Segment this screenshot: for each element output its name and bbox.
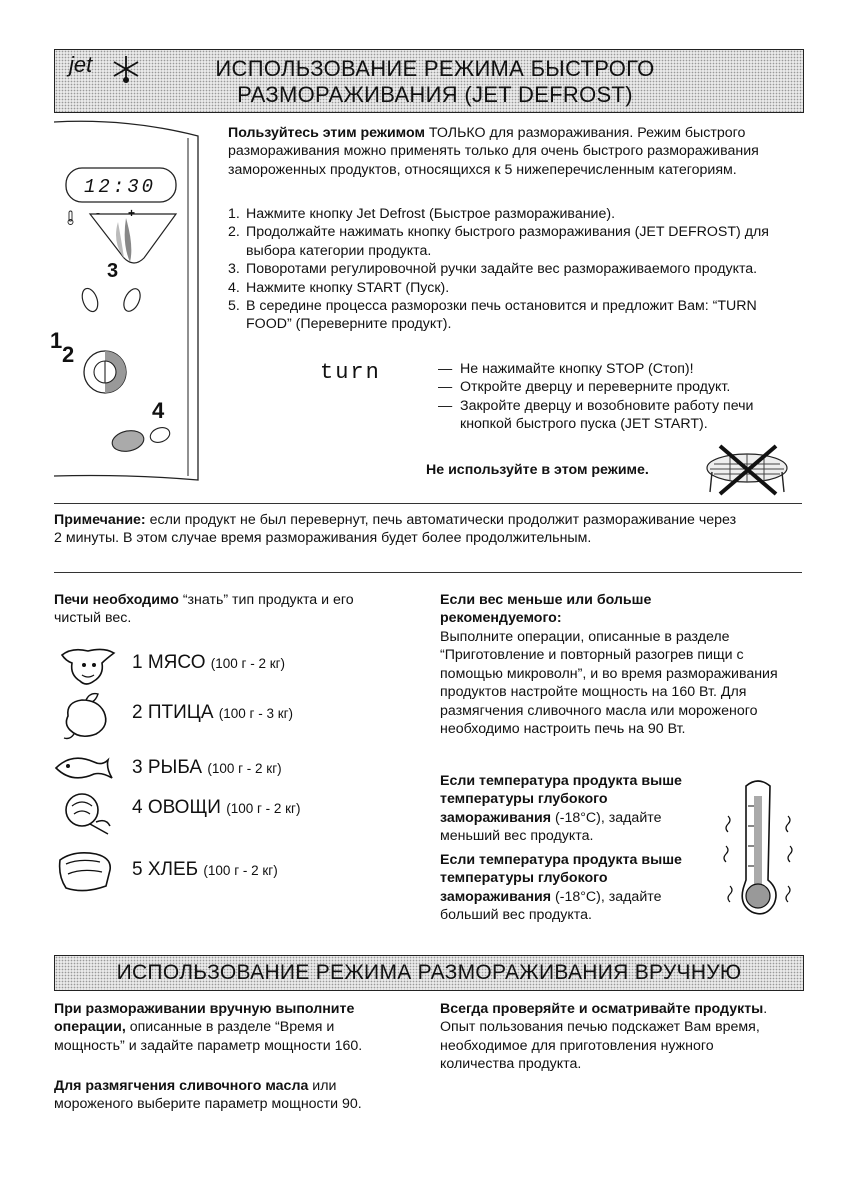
vegetables-icon	[56, 788, 116, 838]
divider-2	[54, 572, 802, 573]
control-panel-illustration	[48, 118, 213, 488]
section2-banner	[54, 955, 804, 991]
panel-label-4: 4	[152, 398, 165, 423]
intro-paragraph: Пользуйтесь этим режимом ТОЛЬКО для размораживания. Режим быстрого размораживания можно применять только для очень быстрого размораживания замороженных продуктов, относящихся к 5 нижеперечисленным категориям.	[228, 125, 759, 178]
no-rack-icon	[700, 442, 795, 498]
thermometer-small-icon	[66, 210, 76, 226]
weight-heading: Если вес меньше или больше рекомендуемого:	[440, 592, 652, 627]
step-item: 4. Нажмите кнопку START (Пуск).	[228, 279, 450, 296]
turn-display: turn	[320, 360, 381, 385]
category-poultry: 2 ПТИЦА (100 г - 3 кг)	[132, 702, 294, 723]
tip-item: — Не нажимайте кнопку STOP (Стоп)!	[438, 361, 694, 377]
tip-item: — Откройте дверцу и переверните продукт.	[438, 379, 731, 396]
plus-label: +	[128, 206, 136, 220]
temperature-paragraph-2: Если температура продукта выше температуры глубокого замораживания (-18°C), задайте больший вес продукта.	[440, 852, 682, 924]
panel-label-1: 1	[50, 328, 63, 353]
category-bread: 5 ХЛЕБ (100 г - 2 кг)	[132, 859, 278, 880]
panel-display: 12:30	[84, 176, 157, 198]
section1-title-line2: РАЗМОРАЖИВАНИЯ (JET DEFROST)	[237, 82, 633, 107]
thermometer-icon	[718, 776, 800, 924]
minus-label: -	[96, 206, 100, 220]
fish-icon	[52, 750, 120, 784]
section2-title: ИСПОЛЬЗОВАНИЕ РЕЖИМА РАЗМОРАЖИВАНИЯ ВРУЧНУЮ	[116, 961, 742, 984]
section1-title-line1: ИСПОЛЬЗОВАНИЕ РЕЖИМА БЫСТРОГО	[215, 56, 655, 81]
jet-logo: jet	[69, 52, 93, 77]
turn-tips-list	[438, 360, 798, 434]
weight-paragraph: Выполните операции, описанные в разделе “Приготовление и повторный разогрев пищи с помощью микроволн”, и во время размораживания продуктов настройте мощность на 160 Вт. Для размягчения сливочного масла или мороженого необходимо настроить печь на 90 Вт.	[440, 629, 778, 738]
panel-label-3: 3	[107, 260, 119, 282]
manual-right-paragraph: Всегда проверяйте и осматривайте продукты. Опыт пользования печью подскажет Вам время, необходимое для приготовления нужного количества продукта.	[440, 1001, 768, 1073]
poultry-icon	[56, 690, 118, 742]
panel-label-2: 2	[62, 342, 75, 367]
divider-1	[54, 503, 802, 504]
step-item: 5. В середине процесса разморозки печь остановится и предложит Вам: “TURN FOOD” (Переверните продукт).	[228, 298, 757, 333]
category-fish: 3 РЫБА (100 г - 2 кг)	[132, 757, 282, 778]
category-vegetables: 4 ОВОЩИ (100 г - 2 кг)	[132, 797, 301, 818]
step-item: 2. Продолжайте нажимать кнопку быстрого размораживания (JET DEFROST) для выбора категории продукта.	[228, 224, 769, 259]
step-item: 1. Нажмите кнопку Jet Defrost (Быстрое размораживание).	[228, 206, 616, 222]
know-paragraph: Печи необходимо “знать” тип продукта и его чистый вес.	[54, 592, 354, 627]
step-item: 3. Поворотами регулировочной ручки задайте вес размораживаемого продукта.	[228, 261, 758, 278]
steps-list	[228, 205, 798, 334]
note-paragraph: Примечание: если продукт не был перевернут, печь автоматически продолжит размораживание через 2 минуты. В этом случае время размораживания будет более продолжительным.	[54, 512, 737, 547]
section1-banner	[54, 49, 804, 113]
manual-left-paragraph-1: При размораживании вручную выполните операции, описанные в разделе “Время и мощность” и задайте параметр мощности 160.	[54, 1001, 363, 1054]
tip-item: — Закройте дверцу и возобновите работу печи кнопкой быстрого пуска (JET START).	[438, 397, 754, 433]
bread-icon	[54, 846, 118, 896]
temperature-paragraph-1: Если температура продукта выше температуры глубокого замораживания (-18°C), задайте меньший вес продукта.	[440, 773, 682, 845]
manual-left-paragraph-2: Для размягчения сливочного масла или мороженого выберите параметр мощности 90.	[54, 1078, 362, 1113]
category-meat: 1 МЯСО (100 г - 2 кг)	[132, 652, 286, 673]
warning-text: Не используйте в этом режиме.	[426, 462, 649, 478]
meat-icon	[54, 645, 120, 689]
